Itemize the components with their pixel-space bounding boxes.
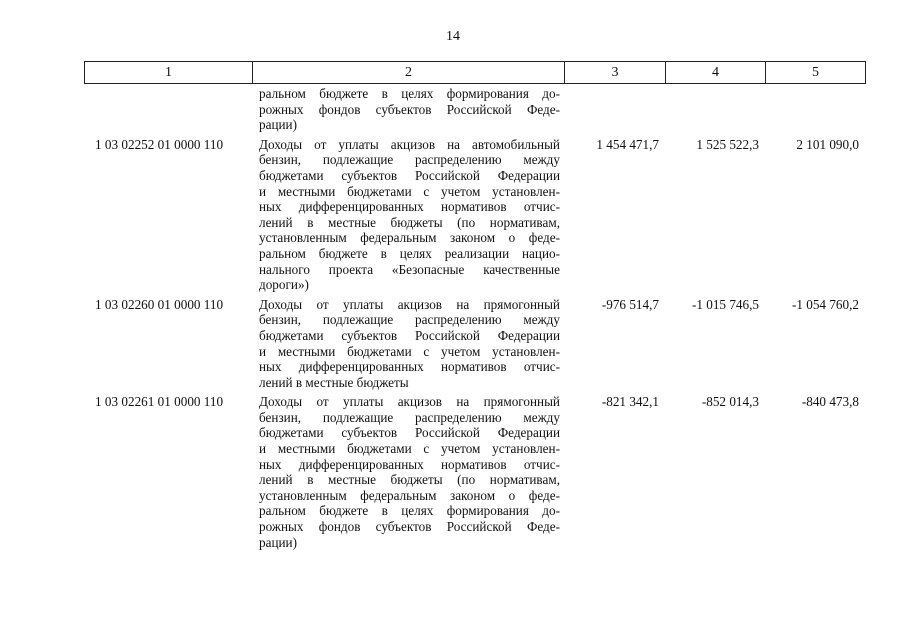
amount-column-4	[665, 86, 765, 133]
description-line: рации)	[259, 117, 298, 133]
description-line: лений в местные бюджеты (по нормативам,	[259, 214, 560, 230]
description-line: ных дифференцированных нормативов отчис-	[259, 359, 560, 375]
description-line: ных дифференцированных нормативов отчис-	[259, 199, 560, 215]
amount-column-5	[765, 86, 864, 133]
amount-column-5: -1 054 760,2	[791, 296, 859, 312]
column-number-2: 2	[253, 62, 565, 83]
description-line: ральном бюджете в целях формирования до-	[259, 503, 560, 519]
table-row	[84, 394, 866, 550]
description-line: Доходы от уплаты акцизов на прямогонный	[259, 296, 560, 312]
revenue-description	[252, 137, 564, 293]
amount-column-4: -1 015 746,5	[691, 296, 759, 312]
amount-column-5: 2 101 090,0	[796, 136, 859, 152]
description-line: ральном бюджете в целях реализации нацио-	[259, 245, 560, 261]
description-line: бензин, подлежащие распределению между	[259, 312, 560, 328]
table-column-header	[84, 61, 866, 84]
column-number-5: 5	[812, 65, 819, 80]
description-line: бензин, подлежащие распределению между	[259, 152, 560, 168]
description-line: бензин, подлежащие распределению между	[259, 409, 560, 425]
description-line: дороги»)	[259, 277, 309, 293]
description-line: и местными бюджетами с учетом установлен-	[259, 441, 560, 457]
amount-column-3: 1 454 471,7	[596, 136, 659, 152]
revenue-description	[252, 86, 564, 133]
description-line: ных дифференцированных нормативов отчис-	[259, 456, 560, 472]
description-line: бюджетами субъектов Российской Федерации	[259, 425, 560, 441]
description-line: и местными бюджетами с учетом установлен-	[259, 183, 560, 199]
description-line: Доходы от уплаты акцизов на прямогонный	[259, 394, 560, 410]
amount-column-3: -821 342,1	[601, 394, 659, 410]
table-row	[84, 297, 866, 391]
amount-column-4: -852 014,3	[701, 394, 759, 410]
description-line: и местными бюджетами с учетом установлен-	[259, 343, 560, 359]
column-number-3: 3	[565, 62, 666, 83]
description-line: бюджетами субъектов Российской Федерации	[259, 167, 560, 183]
description-line: рожных фондов субъектов Российской Феде-	[259, 101, 560, 117]
budget-code: 1 03 02260 01 0000 110	[95, 296, 224, 312]
description-line: ральном бюджете в целях формирования до-	[259, 86, 560, 101]
amount-column-3: -976 514,7	[601, 296, 659, 312]
table-row	[84, 86, 866, 133]
amount-column-5: -840 473,8	[801, 394, 859, 410]
description-line: установленным федеральным законом о феде-	[259, 487, 560, 503]
description-line: бюджетами субъектов Российской Федерации	[259, 327, 560, 343]
column-number-1: 1	[85, 62, 253, 83]
column-number-4: 4	[666, 62, 766, 83]
page-number: 14	[446, 29, 460, 44]
table-row	[84, 137, 866, 293]
description-line: установленным федеральным законом о феде-	[259, 230, 560, 246]
description-line: рожных фондов субъектов Российской Феде-	[259, 519, 560, 535]
revenue-description	[252, 297, 564, 391]
description-line: рации)	[259, 534, 298, 550]
table-body	[84, 86, 866, 550]
budget-code	[84, 86, 252, 133]
description-line: Доходы от уплаты акцизов на автомобильный	[259, 136, 560, 152]
budget-code: 1 03 02261 01 0000 110	[95, 394, 224, 410]
amount-column-4: 1 525 522,3	[696, 136, 759, 152]
amount-column-3	[564, 86, 665, 133]
description-line: нального проекта «Безопасные качественные	[259, 261, 560, 277]
revenue-description	[252, 394, 564, 550]
description-line: лений в местные бюджеты	[259, 374, 409, 390]
budget-code: 1 03 02252 01 0000 110	[95, 136, 224, 152]
description-line: лений в местные бюджеты (по нормативам,	[259, 472, 560, 488]
